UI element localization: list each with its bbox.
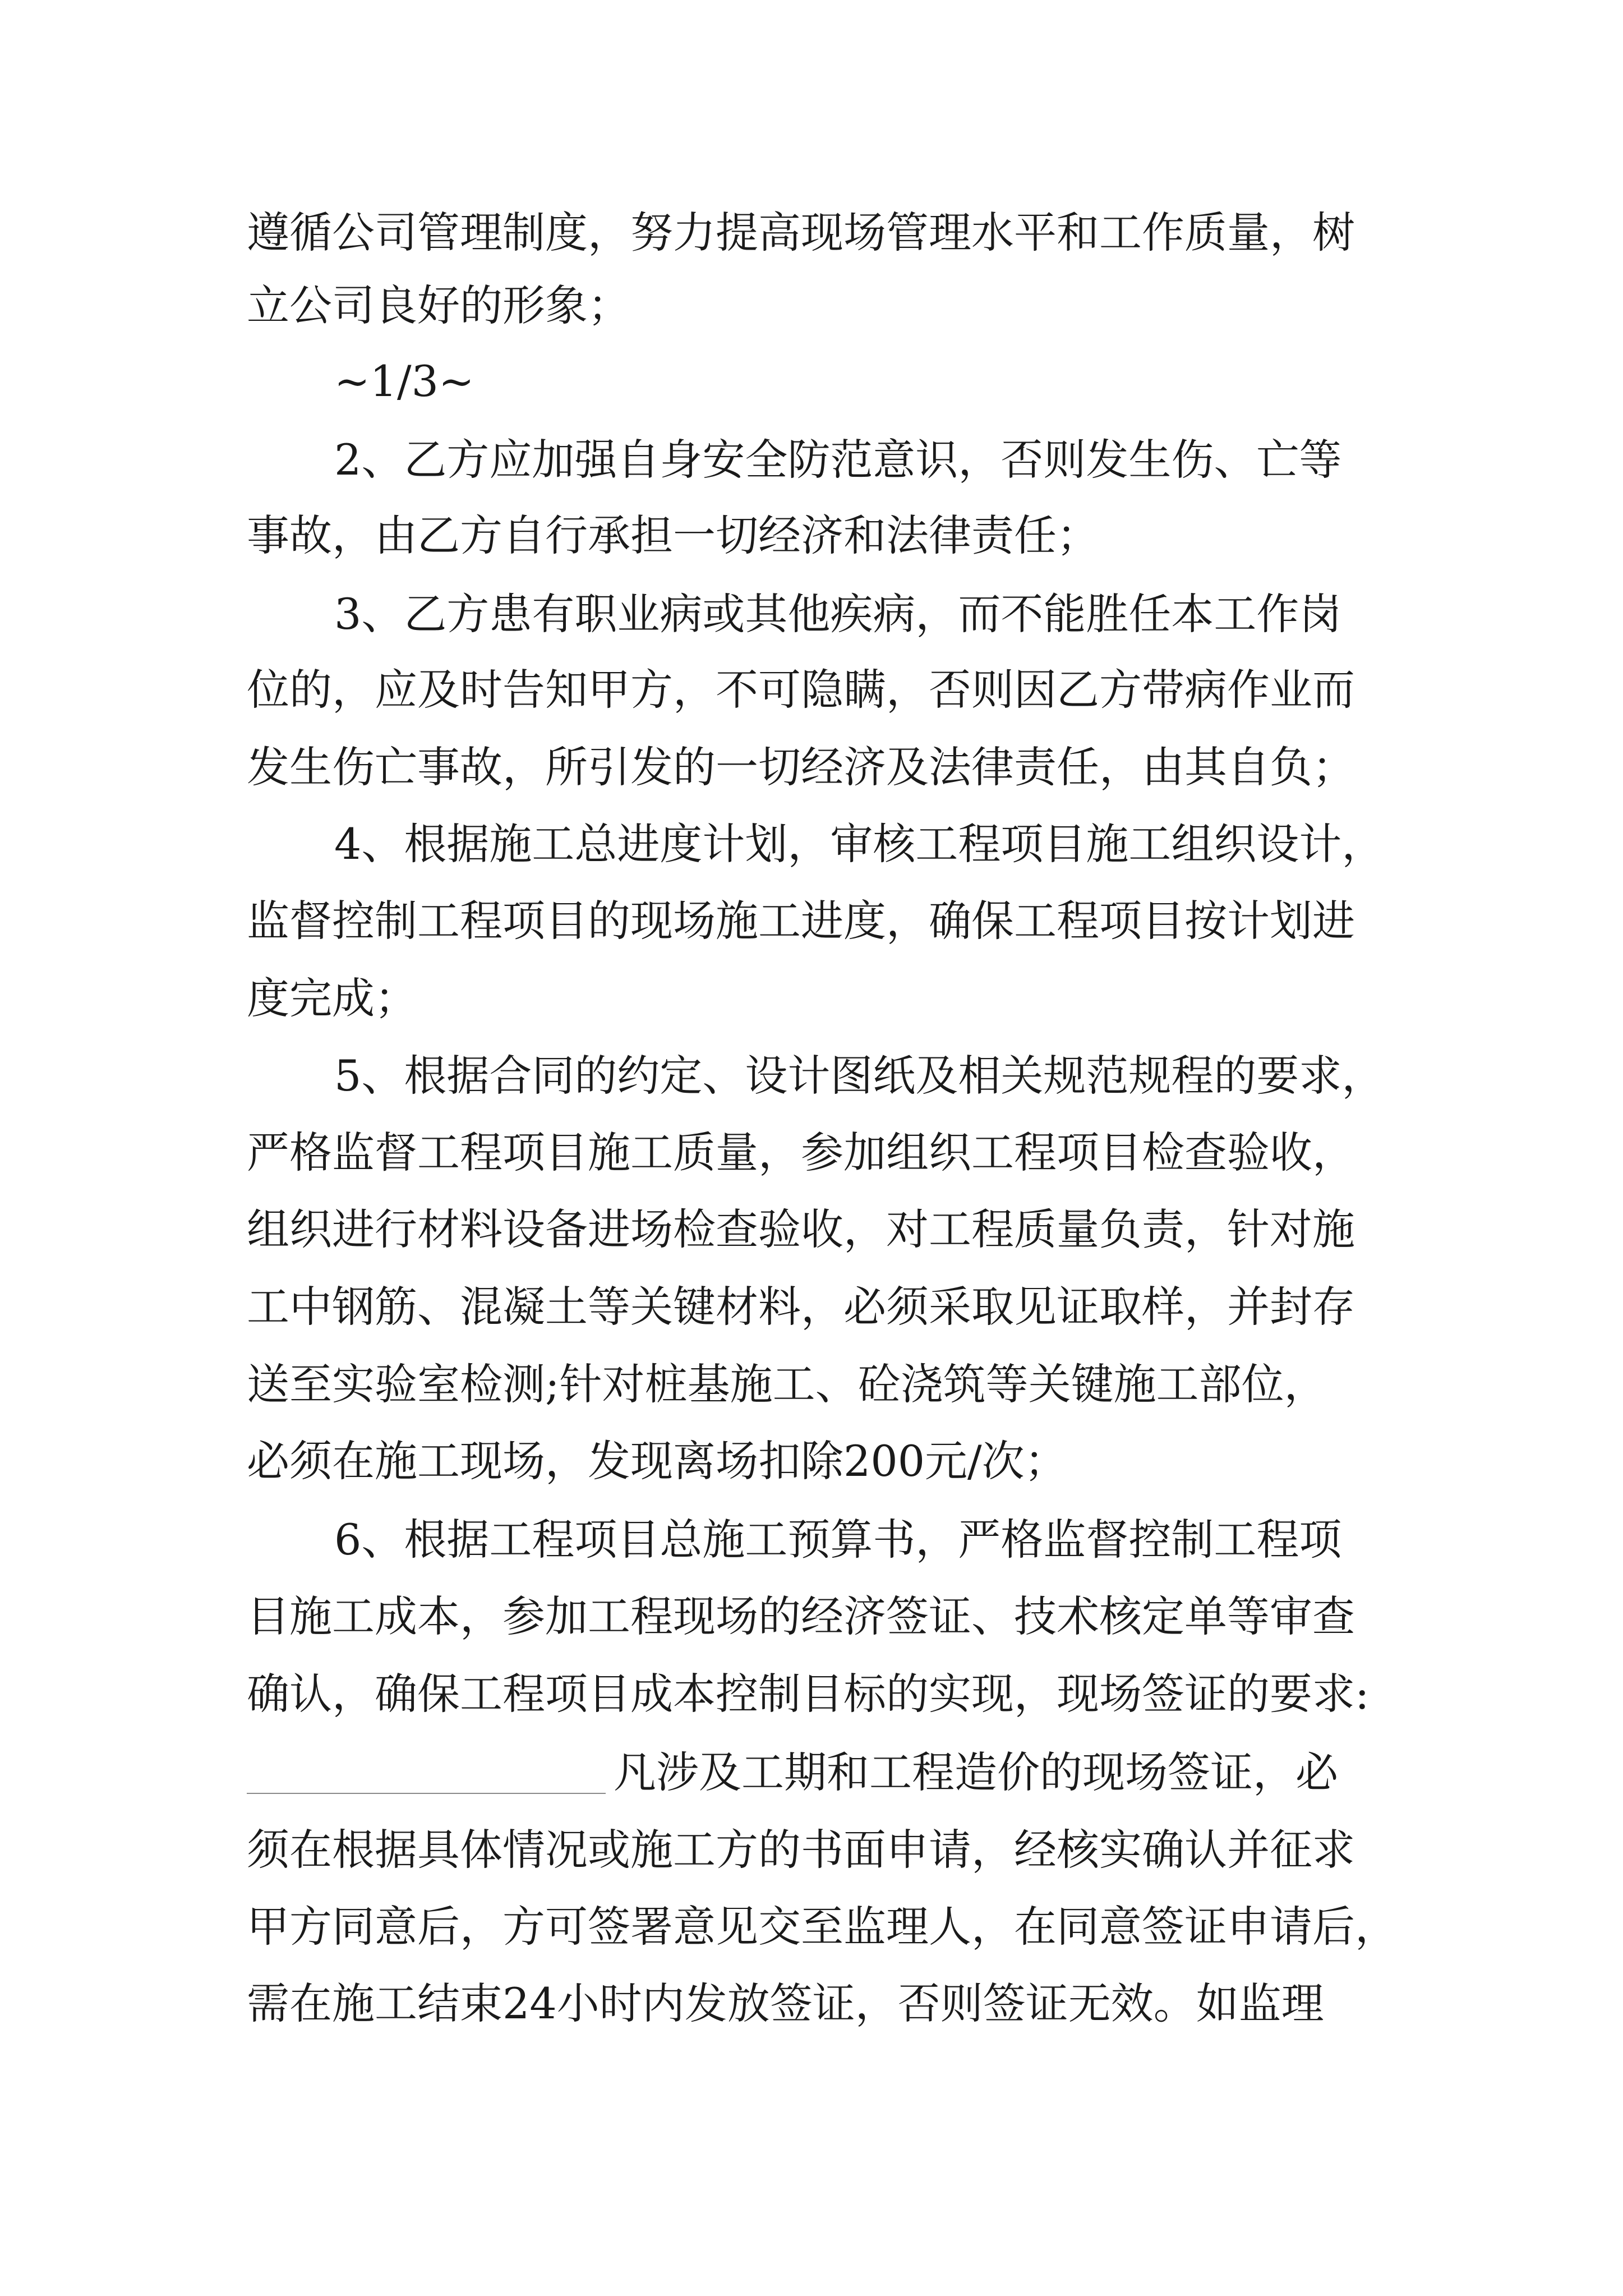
paragraph-line: 组织进行材料设备进场检查验收，对工程质量负责，针对施 — [247, 1204, 1355, 1254]
paragraph-line: 5、根据合同的约定、设计图纸及相关规范规程的要求， — [334, 1051, 1385, 1101]
paragraph-line: 送至实验室检测;针对桩基施工、砼浇筑等关键施工部位， — [247, 1359, 1327, 1409]
paragraph-line: 度完成； — [247, 973, 417, 1023]
paragraph-line: 需在施工结束24小时内发放签证，否则签证无效。如监理 — [247, 1978, 1324, 2028]
paragraph-line: 须在根据具体情况或施工方的书面申请，经核实确认并征求 — [247, 1825, 1355, 1875]
paragraph-line: 目施工成本，参加工程现场的经济签证、技术核定单等审查 — [247, 1591, 1355, 1641]
paragraph-line: 立公司良好的形象； — [247, 280, 630, 330]
paragraph-line: 严格监督工程项目施工质量，参加组织工程项目检查验收， — [247, 1128, 1355, 1177]
page-number: ~1/3~ — [334, 356, 474, 406]
paragraph-line: 3、乙方患有职业病或其他疾病，而不能胜任本工作岗 — [334, 589, 1342, 639]
paragraph-line: 发生伤亡事故，所引发的一切经济及法律责任，由其自负； — [247, 742, 1355, 792]
paragraph-text: 凡涉及工期和工程造价的现场签证，必 — [614, 1747, 1338, 1797]
paragraph-line: 甲方同意后，方可签署意见交至监理人，在同意签证申请后， — [247, 1902, 1398, 1952]
paragraph-line: 必须在施工现场，发现离场扣除200元/次； — [247, 1436, 1067, 1486]
paragraph-line — [247, 1745, 1338, 1801]
paragraph-line: 4、根据施工总进度计划，审核工程项目施工组织设计， — [334, 819, 1385, 869]
paragraph-line: 事故，由乙方自行承担一切经济和法律责任； — [247, 510, 1099, 560]
paragraph-line: 2、乙方应加强自身安全防范意识，否则发生伤、亡等 — [334, 435, 1342, 485]
paragraph-line: 工中钢筋、混凝土等关键材料，必须采取见证取样，并封存 — [247, 1282, 1355, 1332]
paragraph-line: 位的，应及时告知甲方，不可隐瞒，否则因乙方带病作业而 — [247, 665, 1355, 715]
paragraph-line: 6、根据工程项目总施工预算书，严格监督控制工程项 — [334, 1515, 1342, 1565]
paragraph-line: 确认，确保工程项目成本控制目标的实现，现场签证的要求: — [247, 1669, 1370, 1719]
blank-underline — [247, 1754, 606, 1794]
paragraph-line: 监督控制工程项目的现场施工进度，确保工程项目按计划进 — [247, 896, 1355, 946]
paragraph-line: 遵循公司管理制度，努力提高现场管理水平和工作质量，树 — [247, 208, 1355, 257]
